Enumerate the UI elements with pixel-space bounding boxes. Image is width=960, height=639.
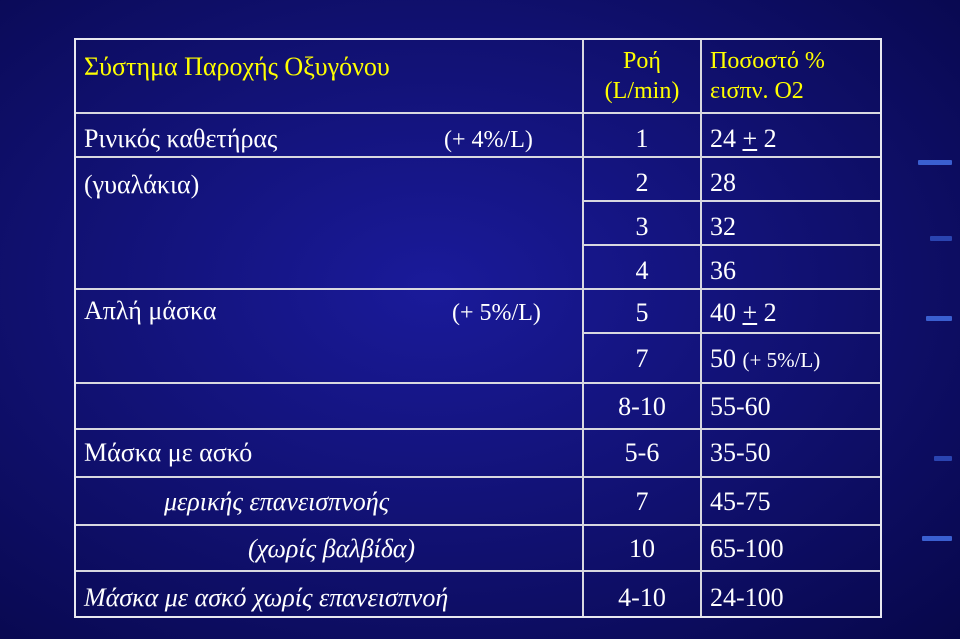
flow-value: 3 — [635, 212, 649, 241]
percent-header — [710, 46, 825, 106]
flow-value: 1 — [635, 124, 649, 153]
fio2-number: 50 — [710, 344, 743, 373]
flow-value: 10 — [629, 534, 655, 563]
row-divider — [76, 112, 880, 114]
fio2-value — [710, 300, 777, 326]
fio2-value — [710, 346, 820, 372]
simple-mask-increment: (+ 5%/L) — [452, 300, 541, 326]
percent-header-line2: εισπν. Ο2 — [710, 78, 804, 104]
plus-minus-sign: + — [742, 298, 758, 327]
flow-header — [584, 46, 700, 106]
table-title: Σύστημα Παροχής Οξυγόνου — [84, 52, 390, 81]
decorative-stripe — [934, 456, 952, 461]
row-divider — [76, 288, 880, 290]
row-divider — [76, 524, 880, 526]
fio2-value: 35-50 — [710, 438, 771, 467]
row-divider — [582, 244, 880, 246]
row-divider — [582, 200, 880, 202]
fio2-tolerance: 2 — [757, 298, 777, 327]
row-divider — [76, 570, 880, 572]
no-valve-label: (χωρίς βαλβίδα) — [248, 534, 416, 563]
row-divider — [76, 428, 880, 430]
flow-value: 5-6 — [624, 438, 660, 467]
fio2-value: 24-100 — [710, 583, 784, 612]
flow-header-line1: Ροή — [623, 48, 661, 74]
flow-value: 7 — [635, 487, 649, 516]
fio2-value: 55-60 — [710, 392, 771, 421]
column-divider — [700, 40, 702, 616]
percent-header-line1: Ποσοστό % — [710, 48, 825, 74]
nasal-cannula-label: Ρινικός καθετήρας — [84, 124, 278, 153]
decorative-stripe — [918, 160, 952, 165]
flow-value: 5 — [635, 298, 649, 327]
partial-rebreather-label: μερικής επανεισπνοής — [164, 487, 390, 516]
fio2-value — [710, 126, 777, 152]
fio2-value: 45-75 — [710, 487, 771, 516]
row-divider — [76, 382, 880, 384]
reservoir-mask-label: Μάσκα με ασκό — [84, 438, 253, 467]
fio2-value: 28 — [710, 168, 736, 197]
flow-value: 4-10 — [618, 583, 666, 612]
non-rebreather-label: Μάσκα με ασκό χωρίς επανεισπνοή — [84, 583, 449, 612]
fio2-number: 40 — [710, 298, 743, 327]
fio2-value: 32 — [710, 212, 736, 241]
row-divider — [582, 332, 880, 334]
fio2-number: 24 — [710, 124, 743, 153]
flow-value: 4 — [635, 256, 649, 285]
row-divider — [76, 156, 880, 158]
flow-value: 8-10 — [618, 392, 666, 421]
nasal-cannula-sublabel: (γυαλάκια) — [84, 170, 200, 199]
fio2-increment: (+ 5%/L) — [742, 348, 821, 372]
decorative-stripe — [930, 236, 952, 241]
fio2-tolerance: 2 — [757, 124, 777, 153]
fio2-value: 65-100 — [710, 534, 784, 563]
nasal-increment: (+ 4%/L) — [444, 127, 533, 153]
decorative-stripe — [922, 536, 952, 541]
plus-minus-sign: + — [742, 124, 758, 153]
oxygen-delivery-table — [74, 38, 882, 618]
flow-value: 7 — [635, 344, 649, 373]
decorative-stripe — [926, 316, 952, 321]
fio2-value: 36 — [710, 256, 736, 285]
flow-value: 2 — [635, 168, 649, 197]
flow-header-line2: (L/min) — [604, 78, 680, 104]
row-divider — [76, 476, 880, 478]
simple-mask-label: Απλή μάσκα — [84, 296, 217, 325]
